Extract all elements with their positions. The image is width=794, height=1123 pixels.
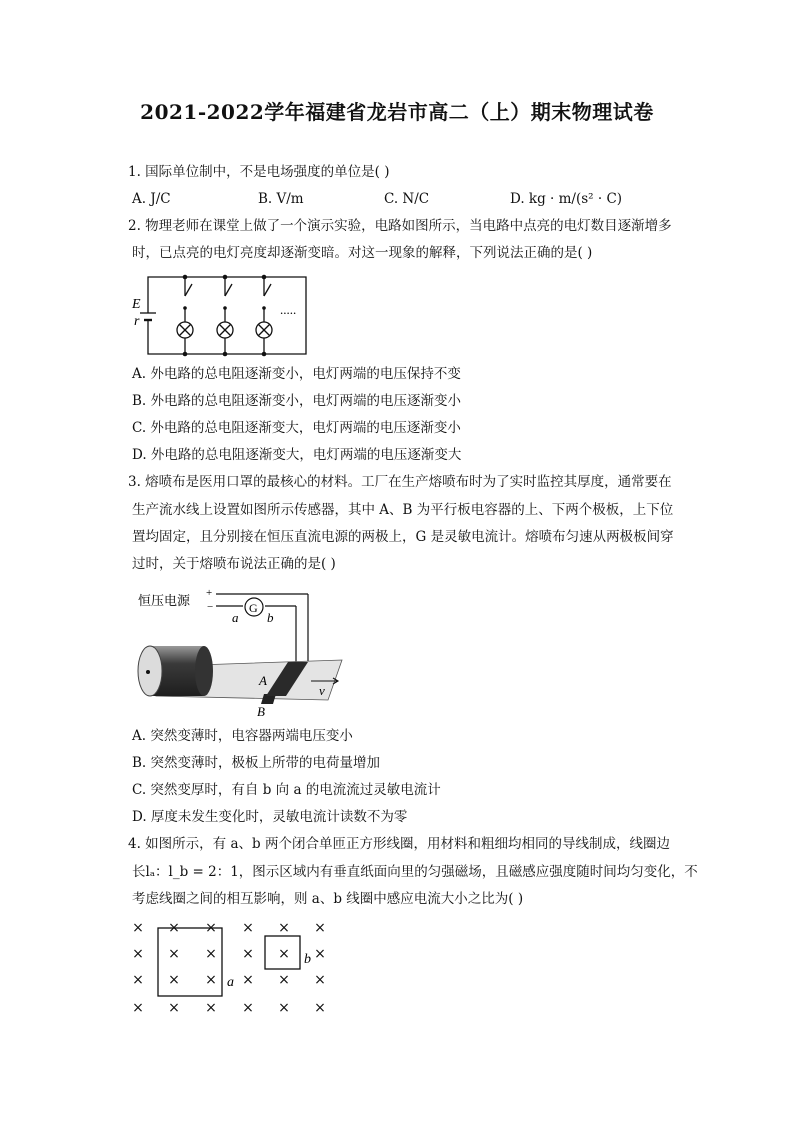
q2-circuit-figure <box>128 268 328 360</box>
q2-option-b: B. 外电路的总电阻逐渐变小，电灯两端的电压逐渐变小 <box>132 393 462 409</box>
svg-text:×: × <box>132 920 144 936</box>
q2-option-a: A. 外电路的总电阻逐渐变小，电灯两端的电压保持不变 <box>132 366 461 382</box>
svg-text:×: × <box>314 972 326 988</box>
svg-text:×: × <box>205 946 217 962</box>
svg-text:×: × <box>168 920 180 936</box>
q4-stem-line2: 长lₐ：l_b = 2：1，图示区域内有垂直纸面向里的匀强磁场，且磁感应强度随时间均匀变化，不 <box>132 864 698 880</box>
q1-option-d: D. kg · m/(s² · C) <box>510 191 623 207</box>
q1-option-b: B. V/m <box>258 191 304 207</box>
q3-option-d: D. 厚度未发生变化时，灵敏电流计读数不为零 <box>132 809 408 825</box>
q4-field-crosses <box>132 920 326 1016</box>
q3-plate-a-label: A <box>259 673 267 688</box>
q2-emf-label: E <box>132 297 141 312</box>
q3-a-label: a <box>232 610 239 625</box>
q2-option-d: D. 外电路的总电阻逐渐变大，电灯两端的电压逐渐变大 <box>132 447 462 463</box>
q3-plate-b-label: B <box>257 704 265 719</box>
q2-dots-label: ..... <box>280 302 297 317</box>
svg-text:×: × <box>278 972 290 988</box>
svg-text:×: × <box>242 946 254 962</box>
svg-text:×: × <box>314 1000 326 1016</box>
svg-text:×: × <box>242 972 254 988</box>
q3-stem-line2: 生产流水线上设置如图所示传感器，其中 A、B 为平行板电容器的上、下两个极板，上下位 <box>132 502 674 518</box>
q3-stem-line3: 置均固定，且分别接在恒压直流电源的两极上，G 是灵敏电流计。熔喷布匀速从两极板间穿 <box>132 529 674 545</box>
q3-option-a: A. 突然变薄时，电容器两端电压变小 <box>132 728 353 744</box>
q3-source-label: 恒压电源 <box>138 593 191 608</box>
q3-g-label: G <box>249 601 258 615</box>
svg-text:×: × <box>314 920 326 936</box>
svg-text:×: × <box>168 972 180 988</box>
q4-coil-a-label: a <box>227 975 234 990</box>
q3-minus-label: − <box>207 601 214 613</box>
q3-stem-line1: 3. 熔喷布是医用口罩的最核心的材料。工厂在生产熔喷布时为了实时监控其厚度，通常要在 <box>128 474 672 490</box>
svg-text:×: × <box>205 1000 217 1016</box>
q3-sensor-figure <box>128 584 360 720</box>
page-title: 2021-2022学年福建省龙岩市高二（上）期末物理试卷 <box>140 100 654 124</box>
q1-options <box>0 189 794 209</box>
svg-text:×: × <box>242 920 254 936</box>
q3-b-label: b <box>267 610 274 625</box>
q2-option-c: C. 外电路的总电阻逐渐变大，电灯两端的电压逐渐变小 <box>132 420 461 436</box>
q4-stem-line1: 4. 如图所示，有 a、b 两个闭合单匝正方形线圈，用材料和粗细均相同的导线制成，线圈边 <box>128 836 670 852</box>
svg-text:×: × <box>278 946 290 962</box>
q3-option-c: C. 突然变厚时，有自 b 向 a 的电流流过灵敏电流计 <box>132 782 441 798</box>
q1-option-c: C. N/C <box>384 191 430 207</box>
q3-option-b: B. 突然变薄时，极板上所带的电荷量增加 <box>132 755 381 771</box>
svg-text:×: × <box>205 920 217 936</box>
svg-text:×: × <box>168 946 180 962</box>
q3-velocity-label: v <box>319 683 325 698</box>
q2-r-label: r <box>134 314 140 329</box>
svg-text:×: × <box>132 946 144 962</box>
q4-magnetic-field-figure <box>124 914 344 1020</box>
svg-text:×: × <box>132 972 144 988</box>
svg-text:×: × <box>205 972 217 988</box>
svg-text:×: × <box>132 1000 144 1016</box>
svg-text:×: × <box>278 920 290 936</box>
q1-stem: 1. 国际单位制中，不是电场强度的单位是( ) <box>128 164 390 180</box>
svg-text:×: × <box>168 1000 180 1016</box>
q2-stem-line1: 2. 物理老师在课堂上做了一个演示实验，电路如图所示，当电路中点亮的电灯数目逐渐增多 <box>128 218 672 234</box>
svg-text:×: × <box>278 1000 290 1016</box>
q4-stem-line3: 考虑线圈之间的相互影响，则 a、b 线圈中感应电流大小之比为( ) <box>132 891 524 907</box>
q4-coil-b-label: b <box>304 952 311 967</box>
q3-plus-label: + <box>206 587 213 599</box>
svg-text:×: × <box>242 1000 254 1016</box>
q2-stem-line2: 时，已点亮的电灯亮度却逐渐变暗。对这一现象的解释，下列说法正确的是( ) <box>132 245 593 261</box>
q3-stem-line4: 过时，关于熔喷布说法正确的是( ) <box>132 556 336 572</box>
svg-text:×: × <box>314 946 326 962</box>
q1-option-a: A. J/C <box>132 191 171 207</box>
